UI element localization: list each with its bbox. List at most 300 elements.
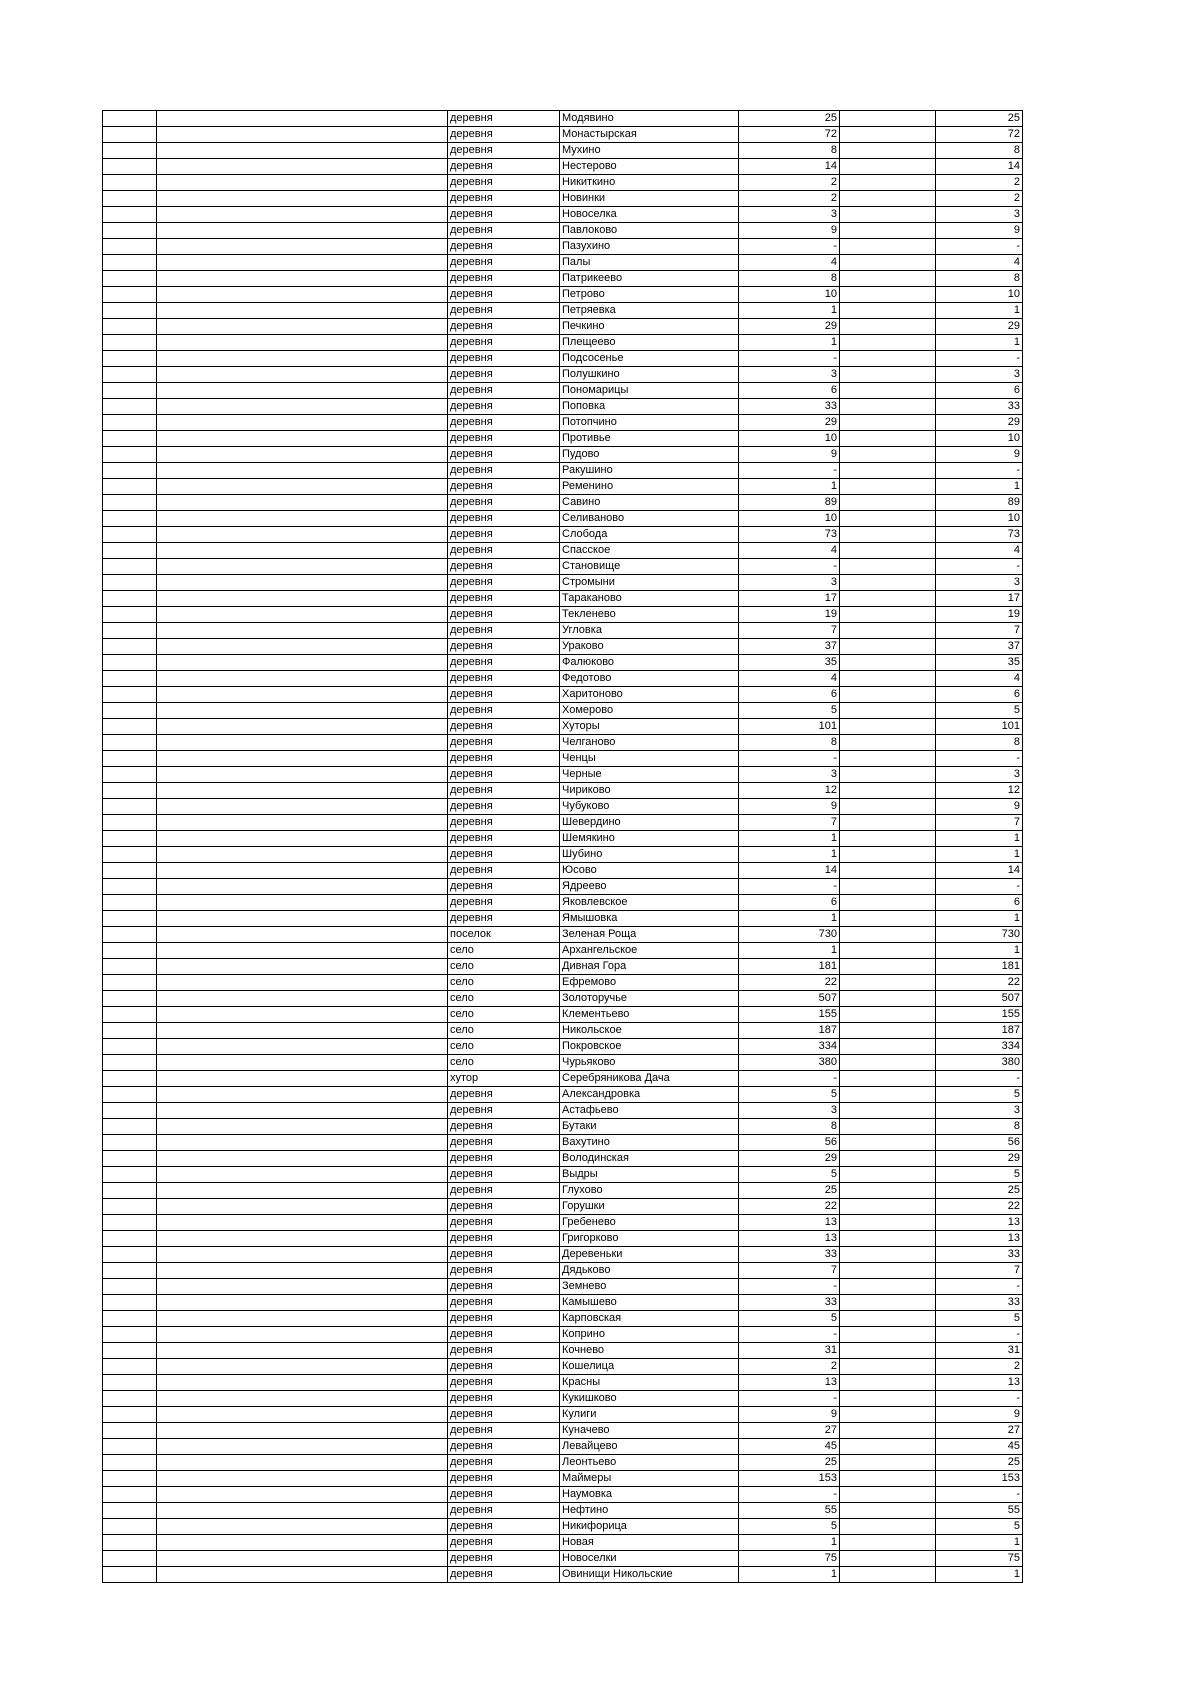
settlement-name-cell: Пономарицы xyxy=(560,383,739,399)
empty-cell xyxy=(840,719,936,735)
table-row xyxy=(103,1231,1023,1247)
population-cell: 187 xyxy=(739,1023,840,1039)
empty-cell xyxy=(103,1471,157,1487)
settlement-name-cell: Савино xyxy=(560,495,739,511)
empty-cell xyxy=(157,271,448,287)
empty-cell xyxy=(840,959,936,975)
empty-cell xyxy=(840,191,936,207)
settlement-name-cell: Яковлевское xyxy=(560,895,739,911)
table-row xyxy=(103,1103,1023,1119)
settlement-type-cell: деревня xyxy=(448,351,560,367)
population-cell: 4 xyxy=(739,543,840,559)
settlement-name-cell: Новинки xyxy=(560,191,739,207)
empty-cell xyxy=(840,1167,936,1183)
population-cell: - xyxy=(739,351,840,367)
table-row xyxy=(103,543,1023,559)
settlement-name-cell: Наумовка xyxy=(560,1487,739,1503)
population-total-cell: 1 xyxy=(936,1535,1023,1551)
population-cell: 9 xyxy=(739,1407,840,1423)
settlement-name-cell: Текленево xyxy=(560,607,739,623)
settlement-name-cell: Вахутино xyxy=(560,1135,739,1151)
population-total-cell: 27 xyxy=(936,1423,1023,1439)
empty-cell xyxy=(157,1375,448,1391)
empty-cell xyxy=(103,1135,157,1151)
settlement-type-cell: деревня xyxy=(448,1359,560,1375)
settlement-table xyxy=(102,110,1023,1583)
empty-cell xyxy=(840,1231,936,1247)
settlement-name-cell: Куначево xyxy=(560,1423,739,1439)
empty-cell xyxy=(840,559,936,575)
empty-cell xyxy=(103,1183,157,1199)
settlement-type-cell: деревня xyxy=(448,1471,560,1487)
table-row xyxy=(103,719,1023,735)
population-total-cell: 7 xyxy=(936,623,1023,639)
population-cell: 25 xyxy=(739,1183,840,1199)
table-row xyxy=(103,271,1023,287)
settlement-type-cell: деревня xyxy=(448,127,560,143)
settlement-name-cell: Спасское xyxy=(560,543,739,559)
table-row xyxy=(103,1167,1023,1183)
table-body xyxy=(103,111,1023,1583)
settlement-name-cell: Деревеньки xyxy=(560,1247,739,1263)
settlement-name-cell: Плещеево xyxy=(560,335,739,351)
settlement-type-cell: деревня xyxy=(448,383,560,399)
settlement-type-cell: деревня xyxy=(448,367,560,383)
settlement-type-cell: село xyxy=(448,1055,560,1071)
settlement-name-cell: Леонтьево xyxy=(560,1455,739,1471)
population-total-cell: 5 xyxy=(936,1167,1023,1183)
table-row xyxy=(103,575,1023,591)
empty-cell xyxy=(157,111,448,127)
empty-cell xyxy=(103,687,157,703)
empty-cell xyxy=(103,1023,157,1039)
empty-cell xyxy=(840,303,936,319)
population-cell: 29 xyxy=(739,415,840,431)
empty-cell xyxy=(103,1071,157,1087)
settlement-type-cell: деревня xyxy=(448,1327,560,1343)
empty-cell xyxy=(157,831,448,847)
empty-cell xyxy=(840,1311,936,1327)
empty-cell xyxy=(157,223,448,239)
population-total-cell: 1 xyxy=(936,943,1023,959)
table-row xyxy=(103,799,1023,815)
empty-cell xyxy=(157,975,448,991)
empty-cell xyxy=(157,159,448,175)
empty-cell xyxy=(103,1119,157,1135)
empty-cell xyxy=(840,1087,936,1103)
empty-cell xyxy=(840,623,936,639)
empty-cell xyxy=(157,335,448,351)
empty-cell xyxy=(157,143,448,159)
population-total-cell: 72 xyxy=(936,127,1023,143)
population-cell: - xyxy=(739,751,840,767)
empty-cell xyxy=(840,1423,936,1439)
population-cell: - xyxy=(739,1327,840,1343)
empty-cell xyxy=(840,1567,936,1583)
empty-cell xyxy=(840,655,936,671)
empty-cell xyxy=(157,447,448,463)
settlement-name-cell: Печкино xyxy=(560,319,739,335)
population-cell: 33 xyxy=(739,1247,840,1263)
settlement-name-cell: Стромыни xyxy=(560,575,739,591)
settlement-name-cell: Карповская xyxy=(560,1311,739,1327)
population-total-cell: 25 xyxy=(936,1455,1023,1471)
settlement-name-cell: Гребенево xyxy=(560,1215,739,1231)
settlement-name-cell: Ураково xyxy=(560,639,739,655)
settlement-type-cell: деревня xyxy=(448,639,560,655)
population-cell: 9 xyxy=(739,799,840,815)
settlement-type-cell: деревня xyxy=(448,783,560,799)
population-cell: 8 xyxy=(739,735,840,751)
settlement-name-cell: Шемякино xyxy=(560,831,739,847)
settlement-type-cell: деревня xyxy=(448,1183,560,1199)
table-row xyxy=(103,623,1023,639)
settlement-name-cell: Тараканово xyxy=(560,591,739,607)
table-row xyxy=(103,1535,1023,1551)
population-cell: - xyxy=(739,1391,840,1407)
empty-cell xyxy=(840,607,936,623)
population-total-cell: - xyxy=(936,751,1023,767)
empty-cell xyxy=(157,1487,448,1503)
empty-cell xyxy=(103,927,157,943)
settlement-name-cell: Клементьево xyxy=(560,1007,739,1023)
empty-cell xyxy=(103,1391,157,1407)
population-cell: 8 xyxy=(739,271,840,287)
population-cell: 27 xyxy=(739,1423,840,1439)
settlement-name-cell: Мухино xyxy=(560,143,739,159)
population-total-cell: 1 xyxy=(936,847,1023,863)
settlement-name-cell: Монастырская xyxy=(560,127,739,143)
empty-cell xyxy=(103,543,157,559)
empty-cell xyxy=(103,239,157,255)
table-row xyxy=(103,1247,1023,1263)
settlement-name-cell: Кочнево xyxy=(560,1343,739,1359)
table-row xyxy=(103,863,1023,879)
settlement-name-cell: Архангельское xyxy=(560,943,739,959)
table-row xyxy=(103,511,1023,527)
population-total-cell: 4 xyxy=(936,671,1023,687)
empty-cell xyxy=(157,463,448,479)
population-total-cell: 6 xyxy=(936,383,1023,399)
empty-cell xyxy=(103,991,157,1007)
population-cell: 7 xyxy=(739,815,840,831)
empty-cell xyxy=(103,415,157,431)
settlement-type-cell: деревня xyxy=(448,559,560,575)
empty-cell xyxy=(103,1215,157,1231)
empty-cell xyxy=(103,191,157,207)
empty-cell xyxy=(840,1407,936,1423)
settlement-type-cell: поселок xyxy=(448,927,560,943)
table-row xyxy=(103,383,1023,399)
settlement-type-cell: деревня xyxy=(448,799,560,815)
population-total-cell: 730 xyxy=(936,927,1023,943)
empty-cell xyxy=(103,847,157,863)
settlement-type-cell: деревня xyxy=(448,815,560,831)
settlement-name-cell: Золоторучье xyxy=(560,991,739,1007)
empty-cell xyxy=(103,591,157,607)
empty-cell xyxy=(840,1135,936,1151)
population-total-cell: 3 xyxy=(936,367,1023,383)
empty-cell xyxy=(840,671,936,687)
empty-cell xyxy=(157,879,448,895)
settlement-type-cell: деревня xyxy=(448,1535,560,1551)
table-row xyxy=(103,1439,1023,1455)
empty-cell xyxy=(103,719,157,735)
population-total-cell: 29 xyxy=(936,1151,1023,1167)
empty-cell xyxy=(103,607,157,623)
settlement-type-cell: деревня xyxy=(448,511,560,527)
empty-cell xyxy=(103,735,157,751)
population-cell: 1 xyxy=(739,479,840,495)
settlement-type-cell: деревня xyxy=(448,319,560,335)
population-total-cell: 155 xyxy=(936,1007,1023,1023)
table-row xyxy=(103,1311,1023,1327)
population-cell: 35 xyxy=(739,655,840,671)
empty-cell xyxy=(840,1183,936,1199)
empty-cell xyxy=(103,1407,157,1423)
settlement-name-cell: Левайцево xyxy=(560,1439,739,1455)
empty-cell xyxy=(840,479,936,495)
empty-cell xyxy=(840,1439,936,1455)
table-row xyxy=(103,655,1023,671)
settlement-type-cell: деревня xyxy=(448,1455,560,1471)
table-row xyxy=(103,1359,1023,1375)
population-cell: 334 xyxy=(739,1039,840,1055)
population-cell: 5 xyxy=(739,1311,840,1327)
settlement-name-cell: Становище xyxy=(560,559,739,575)
population-cell: 13 xyxy=(739,1215,840,1231)
population-cell: 45 xyxy=(739,1439,840,1455)
empty-cell xyxy=(103,655,157,671)
settlement-type-cell: деревня xyxy=(448,431,560,447)
settlement-type-cell: деревня xyxy=(448,1439,560,1455)
settlement-type-cell: деревня xyxy=(448,735,560,751)
empty-cell xyxy=(103,335,157,351)
settlement-name-cell: Ефремово xyxy=(560,975,739,991)
population-total-cell: - xyxy=(936,559,1023,575)
table-row xyxy=(103,351,1023,367)
empty-cell xyxy=(157,719,448,735)
settlement-type-cell: деревня xyxy=(448,1119,560,1135)
settlement-type-cell: деревня xyxy=(448,463,560,479)
empty-cell xyxy=(157,1423,448,1439)
empty-cell xyxy=(103,831,157,847)
population-cell: 19 xyxy=(739,607,840,623)
empty-cell xyxy=(103,479,157,495)
settlement-type-cell: деревня xyxy=(448,271,560,287)
settlement-name-cell: Никиткино xyxy=(560,175,739,191)
settlement-name-cell: Федотово xyxy=(560,671,739,687)
table-row xyxy=(103,239,1023,255)
empty-cell xyxy=(103,1087,157,1103)
empty-cell xyxy=(103,1055,157,1071)
empty-cell xyxy=(157,127,448,143)
population-total-cell: - xyxy=(936,463,1023,479)
table-row xyxy=(103,1391,1023,1407)
table-row xyxy=(103,1407,1023,1423)
empty-cell xyxy=(103,671,157,687)
table-row xyxy=(103,495,1023,511)
table-row xyxy=(103,143,1023,159)
empty-cell xyxy=(840,1151,936,1167)
empty-cell xyxy=(157,575,448,591)
empty-cell xyxy=(840,447,936,463)
empty-cell xyxy=(103,383,157,399)
population-cell: 6 xyxy=(739,895,840,911)
empty-cell xyxy=(840,1551,936,1567)
population-total-cell: 55 xyxy=(936,1503,1023,1519)
settlement-name-cell: Бутаки xyxy=(560,1119,739,1135)
empty-cell xyxy=(103,127,157,143)
settlement-type-cell: деревня xyxy=(448,543,560,559)
empty-cell xyxy=(157,1039,448,1055)
table-row xyxy=(103,527,1023,543)
population-total-cell: 13 xyxy=(936,1231,1023,1247)
empty-cell xyxy=(840,783,936,799)
population-total-cell: 9 xyxy=(936,799,1023,815)
population-cell: 9 xyxy=(739,223,840,239)
empty-cell xyxy=(157,431,448,447)
empty-cell xyxy=(157,847,448,863)
empty-cell xyxy=(157,1231,448,1247)
empty-cell xyxy=(103,495,157,511)
empty-cell xyxy=(157,207,448,223)
settlement-type-cell: деревня xyxy=(448,495,560,511)
empty-cell xyxy=(103,447,157,463)
empty-cell xyxy=(157,1471,448,1487)
empty-cell xyxy=(840,1263,936,1279)
population-cell: 1 xyxy=(739,943,840,959)
table-row xyxy=(103,591,1023,607)
empty-cell xyxy=(103,559,157,575)
empty-cell xyxy=(157,1551,448,1567)
settlement-type-cell: деревня xyxy=(448,1375,560,1391)
population-total-cell: 9 xyxy=(936,223,1023,239)
empty-cell xyxy=(103,943,157,959)
settlement-name-cell: Володинская xyxy=(560,1151,739,1167)
population-cell: 2 xyxy=(739,191,840,207)
population-total-cell: 9 xyxy=(936,1407,1023,1423)
empty-cell xyxy=(840,175,936,191)
empty-cell xyxy=(157,303,448,319)
empty-cell xyxy=(157,1247,448,1263)
settlement-type-cell: деревня xyxy=(448,1279,560,1295)
population-total-cell: 29 xyxy=(936,415,1023,431)
population-cell: 6 xyxy=(739,383,840,399)
empty-cell xyxy=(103,1231,157,1247)
empty-cell xyxy=(157,1135,448,1151)
empty-cell xyxy=(103,159,157,175)
population-total-cell: - xyxy=(936,879,1023,895)
empty-cell xyxy=(103,1455,157,1471)
settlement-name-cell: Новоселки xyxy=(560,1551,739,1567)
table-row xyxy=(103,191,1023,207)
empty-cell xyxy=(840,383,936,399)
population-total-cell: 3 xyxy=(936,767,1023,783)
empty-cell xyxy=(103,1551,157,1567)
empty-cell xyxy=(840,1295,936,1311)
settlement-name-cell: Александровка xyxy=(560,1087,739,1103)
population-cell: 17 xyxy=(739,591,840,607)
empty-cell xyxy=(157,1295,448,1311)
empty-cell xyxy=(157,495,448,511)
population-total-cell: 29 xyxy=(936,319,1023,335)
population-cell: - xyxy=(739,239,840,255)
table-row xyxy=(103,959,1023,975)
settlement-type-cell: деревня xyxy=(448,175,560,191)
empty-cell xyxy=(840,335,936,351)
table-row xyxy=(103,1215,1023,1231)
settlement-type-cell: деревня xyxy=(448,1247,560,1263)
settlement-name-cell: Полушкино xyxy=(560,367,739,383)
settlement-type-cell: деревня xyxy=(448,527,560,543)
empty-cell xyxy=(840,639,936,655)
settlement-name-cell: Селиваново xyxy=(560,511,739,527)
empty-cell xyxy=(157,735,448,751)
empty-cell xyxy=(840,351,936,367)
settlement-type-cell: деревня xyxy=(448,143,560,159)
population-total-cell: 45 xyxy=(936,1439,1023,1455)
settlement-type-cell: село xyxy=(448,1023,560,1039)
empty-cell xyxy=(157,1167,448,1183)
population-total-cell: 14 xyxy=(936,159,1023,175)
empty-cell xyxy=(103,351,157,367)
settlement-name-cell: Чурьяково xyxy=(560,1055,739,1071)
empty-cell xyxy=(840,575,936,591)
population-cell: 1 xyxy=(739,335,840,351)
table-row xyxy=(103,1423,1023,1439)
settlement-type-cell: деревня xyxy=(448,1503,560,1519)
empty-cell xyxy=(103,1279,157,1295)
population-cell: 22 xyxy=(739,1199,840,1215)
empty-cell xyxy=(157,1311,448,1327)
empty-cell xyxy=(157,1263,448,1279)
population-total-cell: 1 xyxy=(936,1567,1023,1583)
empty-cell xyxy=(103,1247,157,1263)
population-total-cell: 17 xyxy=(936,591,1023,607)
empty-cell xyxy=(157,175,448,191)
empty-cell xyxy=(157,543,448,559)
population-total-cell: 1 xyxy=(936,335,1023,351)
empty-cell xyxy=(103,1567,157,1583)
empty-cell xyxy=(157,319,448,335)
empty-cell xyxy=(157,1103,448,1119)
population-cell: 22 xyxy=(739,975,840,991)
settlement-type-cell: деревня xyxy=(448,1103,560,1119)
empty-cell xyxy=(157,815,448,831)
empty-cell xyxy=(840,1039,936,1055)
empty-cell xyxy=(157,511,448,527)
empty-cell xyxy=(840,1471,936,1487)
empty-cell xyxy=(840,1199,936,1215)
empty-cell xyxy=(840,1535,936,1551)
population-cell: - xyxy=(739,1279,840,1295)
population-total-cell: 380 xyxy=(936,1055,1023,1071)
settlement-name-cell: Нефтино xyxy=(560,1503,739,1519)
empty-cell xyxy=(103,1519,157,1535)
population-total-cell: 507 xyxy=(936,991,1023,1007)
empty-cell xyxy=(157,639,448,655)
population-cell: 10 xyxy=(739,287,840,303)
population-cell: - xyxy=(739,559,840,575)
settlement-name-cell: Потопчино xyxy=(560,415,739,431)
table-row xyxy=(103,127,1023,143)
empty-cell xyxy=(103,767,157,783)
empty-cell xyxy=(103,287,157,303)
empty-cell xyxy=(103,431,157,447)
empty-cell xyxy=(103,1343,157,1359)
settlement-type-cell: деревня xyxy=(448,1519,560,1535)
